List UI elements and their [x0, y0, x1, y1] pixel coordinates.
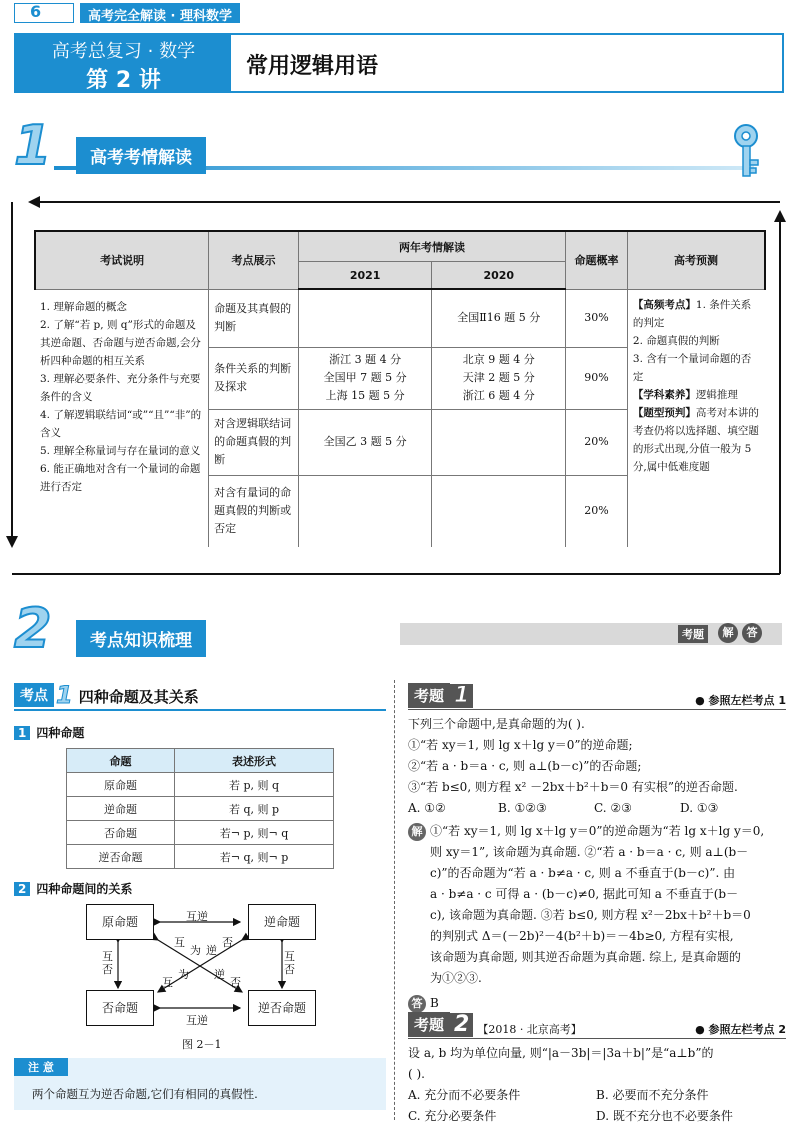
chapter-lecture: 第 2 讲 — [86, 68, 161, 93]
kaodian-title: 四种命题及其关系 — [78, 688, 199, 706]
section1-banner — [14, 114, 784, 182]
key-icon — [726, 122, 776, 180]
prop-form: 若¬ q, 则¬ p — [175, 845, 334, 869]
q2-source: 【2018 · 北京高考】 — [477, 1023, 582, 1036]
q2-header — [408, 1012, 786, 1039]
y2020-cell — [432, 409, 566, 475]
note-label: 注 意 — [14, 1058, 68, 1076]
note-box — [14, 1058, 386, 1110]
q1-options — [408, 798, 786, 819]
y2020-cell: 全国Ⅱ16 题 5 分 — [432, 289, 566, 347]
type-label: 【题型预判】 — [632, 406, 696, 419]
kaodian1 — [14, 683, 386, 711]
column-divider — [394, 680, 395, 1120]
q2-option: C. 充分必要条件 — [408, 1109, 497, 1123]
source-item: 北京 9 题 4 分 — [462, 353, 535, 366]
prop-name: 原命题 — [67, 773, 175, 797]
solution-line: 则 xy＝1”, 该命题为真命题. ②“若 a · b＝a · c, 则 a⊥(b－ — [430, 845, 749, 859]
section2-banner — [14, 597, 784, 660]
chapter-badge — [16, 35, 231, 91]
source-item: 浙江 6 题 4 分 — [462, 389, 535, 402]
prop-name: 逆否命题 — [67, 845, 175, 869]
q2-tag: 考题 — [408, 1012, 450, 1037]
q1-option: D. ①③ — [680, 801, 719, 815]
answer-badge: 答 — [408, 995, 426, 1013]
label-bottom: 互逆 — [186, 1014, 208, 1027]
sub2-number: 2 — [14, 882, 30, 896]
page-header — [0, 0, 800, 24]
literacy-text: 逻辑推理 — [695, 388, 738, 401]
source-item: 浙江 3 题 4 分 — [329, 353, 402, 366]
th-forecast: 高考预测 — [627, 231, 765, 289]
solution-line: 该命题为真命题, 则其逆否命题为真命题. 综上, 是真命题的 — [430, 950, 741, 964]
page-number: 6 — [30, 2, 42, 21]
chapter-series: 高考总复习 · 数学 — [51, 41, 196, 62]
th-2021: 2021 — [298, 262, 432, 289]
y2021-cell — [298, 475, 432, 547]
node-contrapositive: 逆否命题 — [248, 990, 316, 1026]
hot-line: 1. 条件关系的判定 — [632, 298, 752, 329]
sub1-heading — [14, 724, 84, 741]
q2-option: B. 必要而不充分条件 — [596, 1088, 709, 1102]
section2-number: 2 — [14, 597, 52, 660]
q1-solution — [408, 821, 786, 989]
section1-number: 1 — [14, 114, 52, 177]
kaodian1-header — [14, 683, 386, 711]
diag-label-char: 互 — [174, 936, 185, 949]
question-1 — [408, 683, 786, 1014]
q2-options-row — [408, 1106, 786, 1125]
th-prob: 命题概率 — [566, 231, 628, 289]
q2-ref: ● 参照左栏考点 2 — [695, 1023, 786, 1036]
q1-item: ①“若 xy＝1, 则 lg x＋lg y＝0”的逆命题; — [408, 738, 633, 752]
sub2-heading — [14, 880, 132, 897]
prop-name: 逆命题 — [67, 797, 175, 821]
q1-item: ③“若 b≤0, 则方程 x² －2bx＋b²＋b＝0 有实根”的逆否命题. — [408, 780, 738, 794]
desc-item: 5. 理解全称量词与存在量词的意义 — [40, 444, 201, 457]
y2020-cell — [432, 475, 566, 547]
kaodian-number: 1 — [56, 681, 73, 709]
point-cell: 命题及其真假的判断 — [209, 289, 299, 347]
sub1-title: 四种命题 — [36, 726, 85, 740]
th-points: 考点展示 — [209, 231, 299, 289]
diag-label-char: 为 — [190, 944, 201, 957]
diag-label-char: 否 — [222, 936, 233, 949]
solution-line: c)”的否命题为“若 a · b≠a · c, 则 a 不垂直于(b－c)”. 由 — [430, 866, 736, 880]
q2-options-row — [408, 1085, 786, 1106]
four-propositions-table — [66, 748, 334, 869]
y2020-cell — [432, 347, 566, 409]
sub2-title: 四种命题间的关系 — [36, 882, 133, 896]
q1-answer — [408, 993, 786, 1014]
q2-option: D. 既不充分也不必要条件 — [596, 1109, 733, 1123]
th-2020: 2020 — [432, 262, 566, 289]
th-two-years: 两年考情解读 — [298, 231, 565, 262]
q2-option: A. 充分而不必要条件 — [408, 1088, 521, 1102]
literacy-label: 【学科素养】 — [632, 388, 696, 401]
q1-number: 1 — [450, 684, 473, 708]
chapter-header — [14, 33, 784, 93]
source-item: 上海 15 题 5 分 — [325, 389, 405, 402]
q1-header — [408, 683, 786, 710]
source-item: 天津 2 题 5 分 — [462, 371, 535, 384]
solution-line: a · b≠a · c 可得 a · (b－c)≠0, 据此可知 a 不垂直于(b－ — [430, 887, 739, 901]
prop-form: 若¬ p, 则¬ q — [175, 821, 334, 845]
solution-badge: 解 — [408, 823, 426, 841]
diag-label-char: 为 — [178, 968, 189, 981]
label-left: 互否 — [102, 950, 113, 976]
solution-line: 为①②③. — [430, 971, 482, 985]
node-inverse: 否命题 — [86, 990, 154, 1026]
diag-label-char: 逆 — [206, 944, 217, 957]
node-original: 原命题 — [86, 904, 154, 940]
diag-label-char: 逆 — [214, 968, 225, 981]
q1-item: ②“若 a · b＝a · c, 则 a⊥(b－c)”的否命题; — [408, 759, 642, 773]
prob-cell: 30% — [566, 289, 628, 347]
question-2 — [408, 1012, 786, 1125]
tool-jie: 解 — [718, 623, 738, 643]
desc-item: 3. 理解必要条件、充分条件与充要条件的含义 — [40, 372, 201, 403]
answer-value: B — [430, 996, 439, 1010]
forecast-cell — [627, 289, 765, 547]
y2021-cell: 全国乙 3 题 5 分 — [298, 409, 432, 475]
y2021-cell — [298, 289, 432, 347]
chapter-title: 常用逻辑用语 — [246, 54, 379, 79]
desc-item: 1. 理解命题的概念 — [40, 300, 127, 313]
th-prop: 命题 — [67, 749, 175, 773]
q1-tag: 考题 — [408, 683, 450, 708]
tool-kaoti: 考题 — [678, 625, 708, 643]
hot-line: 2. 命题真假的判断 — [632, 334, 720, 347]
th-form: 表述形式 — [175, 749, 334, 773]
node-converse: 逆命题 — [248, 904, 316, 940]
point-cell: 条件关系的判断及探求 — [209, 347, 299, 409]
sub1-number: 1 — [14, 726, 30, 740]
solution-line: c), 该命题为真命题. ③若 b≤0, 则方程 x²－2bx＋b²＋b＝0 — [430, 908, 751, 922]
th-desc: 考试说明 — [35, 231, 209, 289]
q1-ref: ● 参照左栏考点 1 — [695, 694, 786, 707]
label-right: 互否 — [284, 950, 295, 976]
prob-cell: 20% — [566, 409, 628, 475]
label-top: 互逆 — [186, 910, 208, 923]
solution-line: 的判别式 Δ＝(－2b)²－4(b²＋b)＝－4b≥0, 方程有实根, — [430, 929, 734, 943]
exam-description — [35, 289, 209, 547]
prop-name: 否命题 — [67, 821, 175, 845]
point-cell: 对含逻辑联结词的命题真假的判断 — [209, 409, 299, 475]
exam-analysis-table — [34, 230, 766, 547]
source-item: 全国甲 7 题 5 分 — [323, 371, 407, 384]
y2021-cell — [298, 347, 432, 409]
kaodian-tag: 考点 — [14, 683, 54, 707]
section1-title: 高考考情解读 — [76, 137, 206, 174]
q2-number: 2 — [450, 1013, 473, 1037]
book-title: 高考完全解读 · 理科数学 — [80, 3, 240, 23]
q2-stem: 设 a, b 均为单位向量, 则“|a－3b|＝|3a＋b|”是“a⊥b”的 — [408, 1046, 714, 1060]
q1-option: C. ②③ — [594, 801, 632, 815]
page-number-box — [14, 3, 74, 23]
prop-form: 若 p, 则 q — [175, 773, 334, 797]
prob-cell: 90% — [566, 347, 628, 409]
diagram-caption: 图 2－1 — [182, 1038, 222, 1051]
diag-label-char: 否 — [230, 976, 241, 989]
section2-title: 考点知识梳理 — [76, 620, 206, 657]
q2-stem-2: ( ). — [408, 1067, 425, 1081]
diag-label-char: 互 — [162, 976, 173, 989]
q1-option: B. ①②③ — [498, 801, 547, 815]
desc-item: 6. 能正确地对含有一个量词的命题进行否定 — [40, 462, 201, 493]
solution-line: ①“若 xy＝1, 则 lg x＋lg y＝0”的逆命题为“若 lg x＋lg y＝0, — [430, 824, 765, 838]
point-cell: 对含有量词的命题真假的判断或否定 — [209, 475, 299, 547]
prop-form: 若 q, 则 p — [175, 797, 334, 821]
desc-item: 4. 了解逻辑联结词“或”“且”“非”的含义 — [40, 408, 202, 439]
note-text: 两个命题互为逆否命题,它们有相同的真假性. — [32, 1087, 258, 1101]
q1-option: A. ①② — [408, 801, 446, 815]
hot-label: 【高频考点】 — [632, 298, 696, 311]
desc-item: 2. 了解“若 p, 则 q”形式的命题及其逆命题、否命题与逆否命题,会分析四种命题的相互关系 — [40, 318, 201, 367]
type-text: 高考对本讲的考查仍将以选择题、填空题的形式出现,分值一般为 5 分,属中低难度题 — [632, 406, 759, 473]
prob-cell: 20% — [566, 475, 628, 547]
hot-line: 3. 含有一个量词命题的否定 — [632, 352, 752, 383]
tool-da: 答 — [742, 623, 762, 643]
q1-stem: 下列三个命题中,是真命题的为( ). — [408, 717, 585, 731]
